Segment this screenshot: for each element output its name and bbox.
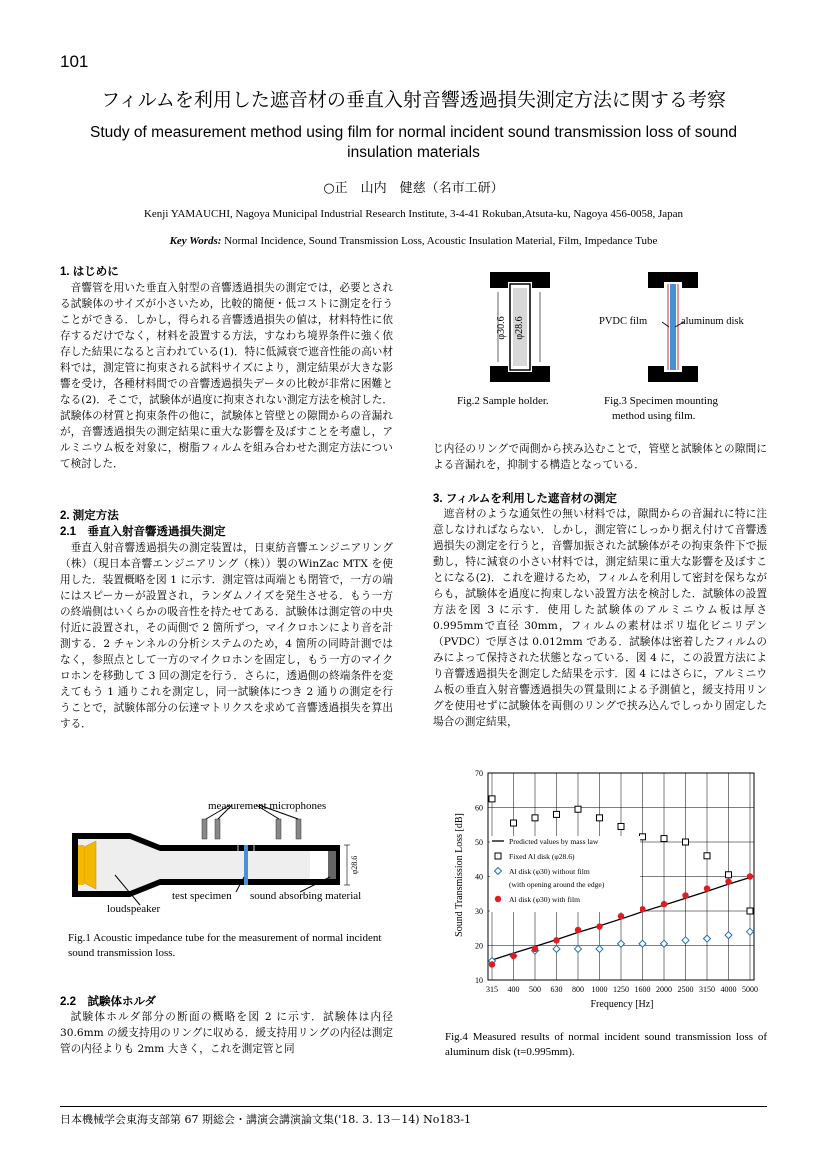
keywords-label: Key Words: <box>169 235 222 247</box>
fig2-dim-30-6: φ30.6 <box>496 316 507 340</box>
footer-citation: 日本機械学会東海支部第 67 期総会・講演会講演論文集('18. 3. 13－14) No183-1 <box>60 1113 472 1126</box>
section-1-text <box>60 280 393 472</box>
legend-entry: Al disk (φ30) with film <box>509 895 581 904</box>
section-3-paragraph: 遮音材のような通気性の無い材料では，隙間からの音漏れに特に注意しなければならない．しかし，測定管にしっかり据え付けて音響透過損失の測定を行うと，音響加振された試験体がその拘束条件下で振動し，特に減衰の小さい材料では，測定結果に重大な影響を及ぼすことになる(2)．これを避けるため，フィルムを利用して密封を保ちながらも，試験体を過度に拘束しない設置方法を検討した．試験体の設置方法を図 3 に示す．使用した試験体のアルミニウム板は厚さ 0.995mmで直径 30mm，フィルムの素材はポリ塩化ビニリデン（PVDC）で厚さは 0.012mm である．試験体は密着したフィルムのみによって保持された状態となっている．図 4 に，この設置方法により音響透過損失を測定した結果を示す．図 4 にはさらに，アルミニウム板の垂直入射音響透過損失の質量則による予測値と，緩支持用リングを使用せずに試験体を両側のリングで挟み込んでしっかり固定した場合の測定結果， <box>433 508 767 728</box>
chart-point-without-film <box>704 935 711 942</box>
chart-point-fixed-disk <box>554 811 560 817</box>
legend-entry: Predicted values by mass law <box>509 837 599 846</box>
chart-point-without-film <box>618 940 625 947</box>
footer-divider <box>60 1106 767 1107</box>
figure-2-sample-holder <box>490 272 550 382</box>
chart-y-tick-label: 30 <box>475 907 483 916</box>
chart-x-tick-label: 500 <box>529 985 541 994</box>
legend-entry: Fixed Al disk (φ28.6) <box>509 852 575 861</box>
chart-x-tick-label: 1250 <box>613 985 629 994</box>
section-3-text <box>433 506 767 730</box>
fig1-dimension: φ28.6 <box>350 855 359 875</box>
section-2-1-paragraph: 垂直入射音響透過損失の測定装置は，日東紡音響エンジニアリング（株）（現日本音響エンジニアリング（株））製のWinZac MTX を使用した．装置概略を図 1 に示す．測定管は両端とも閉管で，一方の端にはスピーカーが設置され，ランダムノイズを発生させる．もう一方の終端側はいくらかの吸音性を持たせてある．試験体は測定管の中央付近に設置され，その両側で 2 箇所ずつ，マイクロホンにより音を計測する．2 チャンネルの分析システムのため，4 箇所の同時計測ではなく，参照点として一方のマイクロホンを固定し，もう一方のマイクロホンを移動して 3 回の測定を行う．さらに，透過側の終端条件を変えてもう 1 通りこれを測定し，同一試験体につき 2 通りの測定を行うことで，試験体部分の伝達マトリクスを求めて音響透過損失を算出する． <box>60 542 393 730</box>
fig1-label-absorbing: sound absorbing material <box>250 890 362 902</box>
chart-x-tick-label: 5000 <box>742 985 758 994</box>
figure-1-caption: Fig.1 Acoustic impedance tube for the measurement of normal incident sound transmission loss. <box>68 932 382 959</box>
chart-point-without-film <box>747 928 754 935</box>
figure-2-caption: Fig.2 Sample holder. <box>457 395 549 407</box>
chart-x-tick-label: 630 <box>550 985 563 994</box>
chart-point-with-film <box>596 923 602 929</box>
chart-y-tick-label: 60 <box>475 803 483 813</box>
chart-point-with-film <box>489 961 495 967</box>
chart-point-fixed-disk <box>683 839 689 845</box>
section-2-1-text <box>60 540 393 732</box>
keywords <box>0 235 827 247</box>
chart-point-without-film <box>639 940 646 947</box>
chart-point-with-film <box>661 901 667 907</box>
chart-x-tick-label: 1600 <box>634 985 651 994</box>
chart-point-without-film <box>596 945 603 952</box>
chart-y-tick-label: 70 <box>475 769 483 778</box>
legend-entry: Al disk (φ30) without film <box>509 867 590 876</box>
chart-x-axis-label: Frequency [Hz] <box>590 999 654 1010</box>
chart-y-tick-label: 40 <box>475 872 483 882</box>
section-2-2-heading: 2.2 試験体ホルダ <box>60 996 157 1008</box>
chart-point-without-film <box>682 937 689 944</box>
keywords-list: Normal Incidence, Sound Transmission Loss, Acoustic Insulation Material, Film, Impedance Tube <box>224 235 658 247</box>
chart-point-with-film <box>553 937 559 943</box>
chart-point-with-film <box>618 913 624 919</box>
section-2-heading: 2. 測定方法 <box>60 510 119 522</box>
chart-point-with-film <box>747 873 753 879</box>
legend-entry-line2: (with opening around the edge) <box>509 880 605 889</box>
chart-y-axis-label: Sound Transmission Loss [dB] <box>454 813 465 937</box>
chart-point-with-film <box>532 946 538 952</box>
chart-point-with-film <box>725 878 731 884</box>
author-english: Kenji YAMAUCHI, Nagoya Municipal Industrial Research Institute, 3-4-41 Rokuban,Atsuta-ku, Nagoya 456-0058, Japan <box>143 208 684 220</box>
fig3-label-film: PVDC film <box>599 316 648 327</box>
chart-x-tick-label: 4000 <box>720 985 737 994</box>
chart-point-without-film <box>725 932 732 939</box>
fig3-label-disk: aluminum disk <box>681 316 744 327</box>
chart-x-tick-label: 315 <box>486 985 498 994</box>
chart-x-tick-label: 3150 <box>699 985 715 994</box>
chart-x-tick-label: 2000 <box>656 985 672 994</box>
chart-x-tick-label: 2500 <box>677 985 694 994</box>
section-1-paragraph: 音響管を用いた垂直入射型の音響透過損失の測定では，必要とされる試験体のサイズが小さいため，比較的簡便・低コストに測定を行うことができる．しかし，得られる音響透過損失の値は，材料特性に依存するだけでなく，材料を設置する方法，すなわち境界条件に強く依存した結果になると言われている(1)．特に低減衰で遮音性能の高い材料では，測定管に拘束される試料サイズにより，測定結果が大きな影響を受け，各種材料間での音響透過損失データの比較が非常に困難となる(2)．そこで，試験体が過度に拘束されない測定方法を検討した．試験体の材質と拘束条件の他に，試験体と管壁との隙間からの音漏れが，音響透過損失の測定結果に重大な影響を及ぼすことを考慮し，アルミニウム板を対象に，樹脂フィルムを組み合わせた測定方法について検討した． <box>60 282 393 470</box>
chart-y-tick-label: 10 <box>475 976 483 985</box>
fig1-label-microphones: measurement microphones <box>208 800 327 812</box>
chart-point-fixed-disk <box>747 908 753 914</box>
chart-point-fixed-disk <box>532 815 538 821</box>
section-2-2-paragraph: 試験体ホルダ部分の断面の概略を図 2 に示す．試験体は内径 30.6mm の緩支持用のリングに収める．緩支持用リングの内径は測定管の内径よりも 2mm 大きく，これを測定管と同 <box>60 1011 393 1055</box>
chart-point-with-film <box>704 885 710 891</box>
section-2-2-text <box>60 1009 393 1057</box>
figure-4-chart <box>450 765 770 1015</box>
chart-x-tick-label: 400 <box>507 985 520 994</box>
chart-point-fixed-disk <box>495 853 501 859</box>
figure-3-film-mounting <box>648 272 698 382</box>
chart-point-with-film <box>510 953 516 959</box>
figure-4-caption: Fig.4 Measured results of normal incident sound transmission loss of aluminum disk (t=0.995mm). <box>445 1031 767 1058</box>
chart-point-with-film <box>495 896 501 902</box>
chart-x-tick-label: 800 <box>572 985 584 994</box>
author-japanese: ○正 山内 健慈（名市工研） <box>323 181 504 196</box>
title-japanese: フィルムを利用した遮音材の垂直入射音響透過損失測定方法に関する考察 <box>101 90 726 111</box>
chart-point-fixed-disk <box>661 836 667 842</box>
chart-point-fixed-disk <box>597 815 603 821</box>
chart-point-fixed-disk <box>575 806 581 812</box>
section-2-2-continued <box>433 441 767 473</box>
fig2-dim-28-6: φ28.6 <box>514 316 525 340</box>
fig1-label-specimen: test specimen <box>172 890 232 902</box>
figure-3-caption-line2: method using film. <box>612 410 696 422</box>
section-2-1-heading: 2.1 垂直入射音響透過損失測定 <box>60 526 226 538</box>
section-2-2-continued-paragraph: じ内径のリングで両側から挟み込むことで，管壁と試験体との隙間による音漏れを，抑制する構造となっている． <box>433 443 767 471</box>
chart-y-tick-label: 20 <box>475 941 483 951</box>
title-english: Study of measurement method using film for normal incident sound transmission loss of sound insulation materials <box>89 124 737 161</box>
chart-point-with-film <box>682 892 688 898</box>
chart-point-fixed-disk <box>489 796 495 802</box>
fig1-label-loudspeaker: loudspeaker <box>107 903 161 915</box>
section-3-heading: 3. フィルムを利用した遮音材の測定 <box>433 493 617 505</box>
chart-point-without-film <box>553 945 560 952</box>
chart-point-fixed-disk <box>704 853 710 859</box>
chart-point-fixed-disk <box>640 834 646 840</box>
figure-3-caption-line1: Fig.3 Specimen mounting <box>604 395 718 407</box>
section-1-heading: 1. はじめに <box>60 266 119 278</box>
chart-point-with-film <box>639 906 645 912</box>
chart-point-fixed-disk <box>726 872 732 878</box>
chart-y-tick-label: 50 <box>475 838 483 847</box>
chart-point-with-film <box>575 927 581 933</box>
chart-point-fixed-disk <box>618 823 624 829</box>
chart-x-tick-label: 1000 <box>591 985 608 994</box>
page-number: 101 <box>60 52 89 71</box>
chart-point-without-film <box>575 945 582 952</box>
chart-point-without-film <box>661 940 668 947</box>
chart-point-fixed-disk <box>511 820 517 826</box>
